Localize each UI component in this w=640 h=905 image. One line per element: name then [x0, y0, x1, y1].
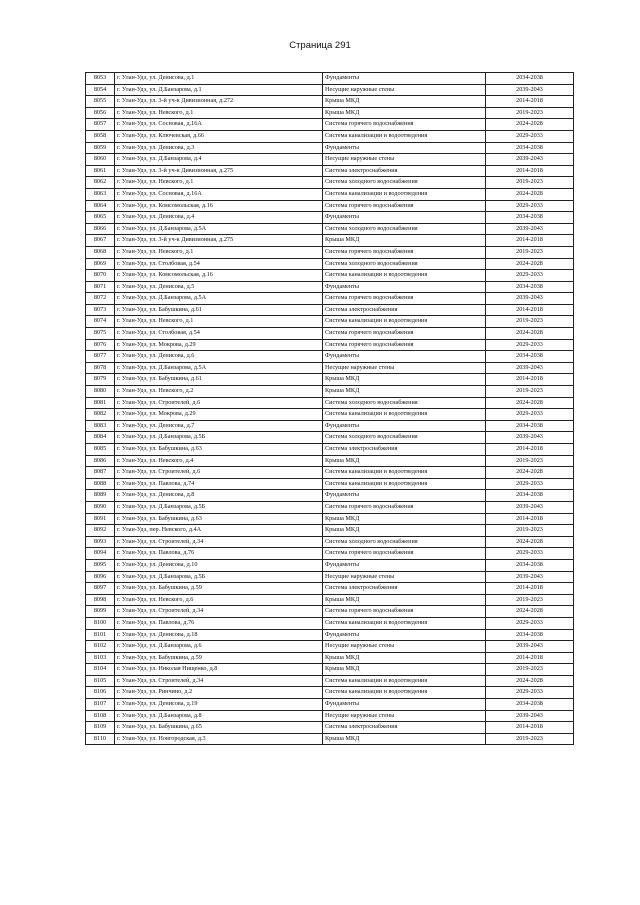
- work-type-cell: Система холодного водоснабжения: [323, 432, 486, 444]
- table-row: [86, 188, 574, 200]
- address-cell: г. Улан-Удэ, ул. Сосновая, д.16А: [115, 188, 323, 200]
- period-cell: 2039-2043: [486, 501, 574, 513]
- period-cell: 2014-2018: [486, 444, 574, 456]
- work-type-cell: Крыша МКД: [323, 652, 486, 664]
- period-cell: 2034-2038: [486, 351, 574, 363]
- row-number-cell: 8082: [86, 409, 115, 421]
- table-row: [86, 664, 574, 676]
- row-number-cell: 8072: [86, 293, 115, 305]
- address-cell: г. Улан-Удэ, ул. Строителей, д.6: [115, 397, 323, 409]
- period-cell: 2034-2038: [486, 490, 574, 502]
- table-row: [86, 362, 574, 374]
- table-row: [86, 304, 574, 316]
- period-cell: 2034-2038: [486, 73, 574, 85]
- address-cell: г. Улан-Удэ, ул. Мокрова, д.29: [115, 409, 323, 421]
- address-cell: г. Улан-Удэ, ул. Денисова, д.6: [115, 351, 323, 363]
- table-row: [86, 722, 574, 734]
- row-number-cell: 8075: [86, 328, 115, 340]
- address-cell: г. Улан-Удэ, ул. Денисова, д.7: [115, 420, 323, 432]
- row-number-cell: 8065: [86, 212, 115, 224]
- address-cell: г. Улан-Удэ, ул. 3-й уч-к Дивизионная, д.272: [115, 96, 323, 108]
- period-cell: 2034-2038: [486, 699, 574, 711]
- table-row: [86, 84, 574, 96]
- period-cell: 2024-2028: [486, 467, 574, 479]
- row-number-cell: 8106: [86, 687, 115, 699]
- row-number-cell: 8073: [86, 304, 115, 316]
- row-number-cell: 8057: [86, 119, 115, 131]
- work-type-cell: Система канализации и водоотведения: [323, 270, 486, 282]
- table-row: [86, 409, 574, 421]
- period-cell: 2024-2028: [486, 606, 574, 618]
- period-cell: 2019-2023: [486, 525, 574, 537]
- row-number-cell: 8080: [86, 386, 115, 398]
- table-row: [86, 96, 574, 108]
- row-number-cell: 8107: [86, 699, 115, 711]
- work-type-cell: Система электроснабжения: [323, 304, 486, 316]
- row-number-cell: 8085: [86, 444, 115, 456]
- row-number-cell: 8061: [86, 165, 115, 177]
- address-cell: г. Улан-Удэ, ул. Невского, д.6: [115, 594, 323, 606]
- address-cell: г. Улан-Удэ, ул. Комсомольская, д.16: [115, 270, 323, 282]
- row-number-cell: 8060: [86, 154, 115, 166]
- table-row: [86, 235, 574, 247]
- address-cell: г. Улан-Удэ, ул. Денисова, д.18: [115, 629, 323, 641]
- period-cell: 2029-2033: [486, 130, 574, 142]
- address-cell: г. Улан-Удэ, ул. Невского, д.1: [115, 246, 323, 258]
- row-number-cell: 8064: [86, 200, 115, 212]
- work-type-cell: Система холодного водоснабжения: [323, 177, 486, 189]
- row-number-cell: 8083: [86, 420, 115, 432]
- period-cell: 2039-2043: [486, 154, 574, 166]
- period-cell: 2034-2038: [486, 142, 574, 154]
- work-type-cell: Несущие наружные стены: [323, 571, 486, 583]
- row-number-cell: 8099: [86, 606, 115, 618]
- work-type-cell: Несущие наружные стены: [323, 710, 486, 722]
- address-cell: г. Улан-Удэ, ул. Ринчино, д.2: [115, 687, 323, 699]
- row-number-cell: 8108: [86, 710, 115, 722]
- table-row: [86, 687, 574, 699]
- table-row: [86, 107, 574, 119]
- address-cell: г. Улан-Удэ, ул. Бабушкина, д.63: [115, 444, 323, 456]
- work-type-cell: Фундаменты: [323, 281, 486, 293]
- row-number-cell: 8078: [86, 362, 115, 374]
- table-row: [86, 386, 574, 398]
- address-cell: г. Улан-Удэ, ул. Ключевская, д.66: [115, 130, 323, 142]
- table-row: [86, 699, 574, 711]
- table-row: [86, 548, 574, 560]
- address-cell: г. Улан-Удэ, ул. Д.Банзарова, д.1: [115, 84, 323, 96]
- period-cell: 2029-2033: [486, 617, 574, 629]
- work-type-cell: Фундаменты: [323, 212, 486, 224]
- address-cell: г. Улан-Удэ, ул. Денисова, д.3: [115, 142, 323, 154]
- period-cell: 2039-2043: [486, 84, 574, 96]
- work-type-cell: Система горячего водоснабжения: [323, 501, 486, 513]
- address-cell: г. Улан-Удэ, ул. 3-й уч-к Дивизионная, д.275: [115, 235, 323, 247]
- address-cell: г. Улан-Удэ, ул. Новгородская, д.3: [115, 733, 323, 745]
- period-cell: 2024-2028: [486, 536, 574, 548]
- work-type-cell: Система холодного водоснабжения: [323, 536, 486, 548]
- work-type-cell: Система горячего водоснабжения: [323, 339, 486, 351]
- work-type-cell: Фундаменты: [323, 699, 486, 711]
- period-cell: 2024-2028: [486, 258, 574, 270]
- work-type-cell: Система канализации и водоотведения: [323, 687, 486, 699]
- address-cell: г. Улан-Удэ, ул. Невского, д.1: [115, 107, 323, 119]
- work-type-cell: Фундаменты: [323, 73, 486, 85]
- page-title: Страница 291: [289, 40, 351, 51]
- address-cell: г. Улан-Удэ, ул. Д.Банзарова, д.5А: [115, 223, 323, 235]
- table-row: [86, 165, 574, 177]
- period-cell: 2014-2018: [486, 304, 574, 316]
- table-body: [86, 73, 574, 745]
- period-cell: 2019-2023: [486, 246, 574, 258]
- table-row: [86, 559, 574, 571]
- work-type-cell: Крыша МКД: [323, 455, 486, 467]
- work-type-cell: Система горячего водоснабжения: [323, 328, 486, 340]
- period-cell: 2014-2018: [486, 235, 574, 247]
- period-cell: 2029-2033: [486, 339, 574, 351]
- address-cell: г. Улан-Удэ, ул. Строителей, д.6: [115, 467, 323, 479]
- row-number-cell: 8104: [86, 664, 115, 676]
- work-type-cell: Система холодного водоснабжения: [323, 397, 486, 409]
- table-row: [86, 571, 574, 583]
- row-number-cell: 8067: [86, 235, 115, 247]
- period-cell: 2034-2038: [486, 559, 574, 571]
- period-cell: 2024-2028: [486, 328, 574, 340]
- address-cell: г. Улан-Удэ, ул. Д.Банзарова, д.5Б: [115, 571, 323, 583]
- row-number-cell: 8053: [86, 73, 115, 85]
- table-row: [86, 154, 574, 166]
- address-cell: г. Улан-Удэ, ул. Строителей, д.34: [115, 606, 323, 618]
- work-type-cell: Система горячего водоснабжения: [323, 246, 486, 258]
- row-number-cell: 8092: [86, 525, 115, 537]
- table-row: [86, 246, 574, 258]
- row-number-cell: 8071: [86, 281, 115, 293]
- row-number-cell: 8101: [86, 629, 115, 641]
- period-cell: 2014-2018: [486, 165, 574, 177]
- period-cell: 2019-2023: [486, 177, 574, 189]
- work-type-cell: Несущие наружные стены: [323, 154, 486, 166]
- address-cell: г. Улан-Удэ, ул. Д.Банзарова, д.6: [115, 641, 323, 653]
- work-type-cell: Крыша МКД: [323, 386, 486, 398]
- period-cell: 2019-2023: [486, 386, 574, 398]
- period-cell: 2039-2043: [486, 641, 574, 653]
- table-row: [86, 513, 574, 525]
- row-number-cell: 8086: [86, 455, 115, 467]
- capital-repair-table: [85, 72, 574, 745]
- work-type-cell: Система канализации и водоотведения: [323, 130, 486, 142]
- period-cell: 2019-2023: [486, 316, 574, 328]
- work-type-cell: Фундаменты: [323, 142, 486, 154]
- row-number-cell: 8096: [86, 571, 115, 583]
- period-cell: 2024-2028: [486, 397, 574, 409]
- row-number-cell: 8105: [86, 675, 115, 687]
- period-cell: 2014-2018: [486, 583, 574, 595]
- address-cell: г. Улан-Удэ, ул. Невского, д.4: [115, 455, 323, 467]
- address-cell: г. Улан-Удэ, ул. Д.Банзарова, д.5Б: [115, 432, 323, 444]
- table-row: [86, 270, 574, 282]
- row-number-cell: 8095: [86, 559, 115, 571]
- row-number-cell: 8069: [86, 258, 115, 270]
- table-row: [86, 710, 574, 722]
- period-cell: 2024-2028: [486, 675, 574, 687]
- row-number-cell: 8059: [86, 142, 115, 154]
- table-row: [86, 490, 574, 502]
- period-cell: 2014-2018: [486, 513, 574, 525]
- row-number-cell: 8076: [86, 339, 115, 351]
- address-cell: г. Улан-Удэ, ул. Столбовая, д.54: [115, 258, 323, 270]
- period-cell: 2024-2028: [486, 188, 574, 200]
- address-cell: г. Улан-Удэ, пер. Невского, д.4А: [115, 525, 323, 537]
- period-cell: 2039-2043: [486, 223, 574, 235]
- row-number-cell: 8100: [86, 617, 115, 629]
- address-cell: г. Улан-Удэ, ул. Бабушкина, д.61: [115, 304, 323, 316]
- row-number-cell: 8056: [86, 107, 115, 119]
- period-cell: 2039-2043: [486, 432, 574, 444]
- work-type-cell: Крыша МКД: [323, 513, 486, 525]
- table-row: [86, 629, 574, 641]
- period-cell: 2029-2033: [486, 687, 574, 699]
- work-type-cell: Фундаменты: [323, 351, 486, 363]
- row-number-cell: 8102: [86, 641, 115, 653]
- period-cell: 2024-2028: [486, 119, 574, 131]
- table-row: [86, 455, 574, 467]
- table-row: [86, 525, 574, 537]
- work-type-cell: Крыша МКД: [323, 594, 486, 606]
- period-cell: 2039-2043: [486, 293, 574, 305]
- address-cell: г. Улан-Удэ, ул. Бабушкина, д.63: [115, 513, 323, 525]
- period-cell: 2034-2038: [486, 629, 574, 641]
- row-number-cell: 8087: [86, 467, 115, 479]
- table-row: [86, 501, 574, 513]
- work-type-cell: Крыша МКД: [323, 235, 486, 247]
- table-row: [86, 536, 574, 548]
- period-cell: 2029-2033: [486, 409, 574, 421]
- work-type-cell: Несущие наружные стены: [323, 362, 486, 374]
- work-type-cell: Фундаменты: [323, 420, 486, 432]
- address-cell: г. Улан-Удэ, ул. Столбовая, д.54: [115, 328, 323, 340]
- period-cell: 2029-2033: [486, 200, 574, 212]
- work-type-cell: Крыша МКД: [323, 664, 486, 676]
- row-number-cell: 8094: [86, 548, 115, 560]
- table-row: [86, 641, 574, 653]
- address-cell: г. Улан-Удэ, ул. Бабушкина, д.65: [115, 722, 323, 734]
- table-row: [86, 374, 574, 386]
- address-cell: г. Улан-Удэ, ул. Д.Банзарова, д.5Б: [115, 501, 323, 513]
- address-cell: г. Улан-Удэ, ул. Строителей, д.34: [115, 675, 323, 687]
- address-cell: г. Улан-Удэ, ул. Невского, д.1: [115, 177, 323, 189]
- row-number-cell: 8068: [86, 246, 115, 258]
- work-type-cell: Система электроснабжения: [323, 583, 486, 595]
- table-row: [86, 316, 574, 328]
- work-type-cell: Крыша МКД: [323, 96, 486, 108]
- row-number-cell: 8063: [86, 188, 115, 200]
- row-number-cell: 8109: [86, 722, 115, 734]
- work-type-cell: Система канализации и водоотведения: [323, 316, 486, 328]
- table-row: [86, 119, 574, 131]
- work-type-cell: Крыша МКД: [323, 525, 486, 537]
- table-row: [86, 212, 574, 224]
- work-type-cell: Система электроснабжения: [323, 444, 486, 456]
- address-cell: г. Улан-Удэ, ул. Д.Банзарова, д.4: [115, 154, 323, 166]
- address-cell: г. Улан-Удэ, ул. Павлова, д.74: [115, 478, 323, 490]
- work-type-cell: Система канализации и водоотведения: [323, 188, 486, 200]
- row-number-cell: 8055: [86, 96, 115, 108]
- period-cell: 2034-2038: [486, 212, 574, 224]
- period-cell: 2014-2018: [486, 652, 574, 664]
- row-number-cell: 8077: [86, 351, 115, 363]
- row-number-cell: 8062: [86, 177, 115, 189]
- period-cell: 2034-2038: [486, 420, 574, 432]
- row-number-cell: 8093: [86, 536, 115, 548]
- table-row: [86, 73, 574, 85]
- work-type-cell: Фундаменты: [323, 629, 486, 641]
- work-type-cell: Крыша МКД: [323, 107, 486, 119]
- address-cell: г. Улан-Удэ, ул. Николая Нищенко, д.8: [115, 664, 323, 676]
- address-cell: г. Улан-Удэ, ул. Сосновая, д.16А: [115, 119, 323, 131]
- work-type-cell: Фундаменты: [323, 559, 486, 571]
- table-row: [86, 594, 574, 606]
- table-row: [86, 467, 574, 479]
- table-row: [86, 652, 574, 664]
- address-cell: г. Улан-Удэ, ул. Денисова, д.1: [115, 73, 323, 85]
- row-number-cell: 8074: [86, 316, 115, 328]
- table-row: [86, 339, 574, 351]
- table-row: [86, 200, 574, 212]
- address-cell: г. Улан-Удэ, ул. Невского, д.1: [115, 316, 323, 328]
- row-number-cell: 8066: [86, 223, 115, 235]
- work-type-cell: Система канализации и водоотведения: [323, 409, 486, 421]
- period-cell: 2039-2043: [486, 571, 574, 583]
- row-number-cell: 8084: [86, 432, 115, 444]
- row-number-cell: 8070: [86, 270, 115, 282]
- table-row: [86, 397, 574, 409]
- table-row: [86, 432, 574, 444]
- address-cell: г. Улан-Удэ, ул. Бабушкина, д.59: [115, 583, 323, 595]
- work-type-cell: Фундаменты: [323, 490, 486, 502]
- address-cell: г. Улан-Удэ, ул. Д.Банзарова, д.8: [115, 710, 323, 722]
- table-row: [86, 478, 574, 490]
- work-type-cell: Система электроснабжения: [323, 722, 486, 734]
- work-type-cell: Система горячего водоснабжения: [323, 119, 486, 131]
- address-cell: г. Улан-Удэ, ул. 3-й уч-к Дивизионная, д.275: [115, 165, 323, 177]
- address-cell: г. Улан-Удэ, ул. Д.Банзарова, д.5А: [115, 293, 323, 305]
- address-cell: г. Улан-Удэ, ул. Денисова, д.19: [115, 699, 323, 711]
- address-cell: г. Улан-Удэ, ул. Строителей, д.34: [115, 536, 323, 548]
- table-row: [86, 142, 574, 154]
- table-row: [86, 444, 574, 456]
- row-number-cell: 8098: [86, 594, 115, 606]
- period-cell: 2019-2023: [486, 594, 574, 606]
- period-cell: 2019-2023: [486, 455, 574, 467]
- address-cell: г. Улан-Удэ, ул. Д.Банзарова, д.5А: [115, 362, 323, 374]
- table-row: [86, 583, 574, 595]
- address-cell: г. Улан-Удэ, ул. Павлова, д.76: [115, 548, 323, 560]
- work-type-cell: Система горячего водоснабжения: [323, 200, 486, 212]
- row-number-cell: 8081: [86, 397, 115, 409]
- row-number-cell: 8079: [86, 374, 115, 386]
- table-row: [86, 328, 574, 340]
- address-cell: г. Улан-Удэ, ул. Денисова, д.10: [115, 559, 323, 571]
- period-cell: 2034-2038: [486, 281, 574, 293]
- period-cell: 2019-2023: [486, 664, 574, 676]
- work-type-cell: Несущие наружные стены: [323, 84, 486, 96]
- period-cell: 2014-2018: [486, 96, 574, 108]
- work-type-cell: Система горячего водоснабжения: [323, 293, 486, 305]
- table-row: [86, 675, 574, 687]
- address-cell: г. Улан-Удэ, ул. Комсомольская, д.16: [115, 200, 323, 212]
- table-row: [86, 617, 574, 629]
- work-type-cell: Система канализации и водоотведения: [323, 617, 486, 629]
- work-type-cell: Система канализации и водоотведения: [323, 478, 486, 490]
- table-row: [86, 258, 574, 270]
- period-cell: 2014-2018: [486, 374, 574, 386]
- table-row: [86, 606, 574, 618]
- row-number-cell: 8103: [86, 652, 115, 664]
- work-type-cell: Система горячего водоснабжения: [323, 606, 486, 618]
- row-number-cell: 8058: [86, 130, 115, 142]
- period-cell: 2014-2018: [486, 722, 574, 734]
- address-cell: г. Улан-Удэ, ул. Мокрова, д.29: [115, 339, 323, 351]
- work-type-cell: Система горячего водоснабжения: [323, 548, 486, 560]
- work-type-cell: Система холодного водоснабжения: [323, 258, 486, 270]
- table-row: [86, 733, 574, 745]
- address-cell: г. Улан-Удэ, ул. Бабушкина, д.61: [115, 374, 323, 386]
- period-cell: 2029-2033: [486, 478, 574, 490]
- work-type-cell: Система холодного водоснабжения: [323, 223, 486, 235]
- period-cell: 2019-2023: [486, 107, 574, 119]
- table-row: [86, 281, 574, 293]
- address-cell: г. Улан-Удэ, ул. Павлова, д.76: [115, 617, 323, 629]
- work-type-cell: Система канализации и водоотведения: [323, 675, 486, 687]
- table-row: [86, 351, 574, 363]
- address-cell: г. Улан-Удэ, ул. Денисова, д.5: [115, 281, 323, 293]
- row-number-cell: 8054: [86, 84, 115, 96]
- table-row: [86, 223, 574, 235]
- address-cell: г. Улан-Удэ, ул. Бабушкина, д.59: [115, 652, 323, 664]
- table-row: [86, 177, 574, 189]
- work-type-cell: Несущие наружные стены: [323, 641, 486, 653]
- row-number-cell: 8088: [86, 478, 115, 490]
- work-type-cell: Система канализации и водоотведения: [323, 467, 486, 479]
- table-row: [86, 420, 574, 432]
- address-cell: г. Улан-Удэ, ул. Денисова, д.4: [115, 212, 323, 224]
- table-row: [86, 130, 574, 142]
- row-number-cell: 8090: [86, 501, 115, 513]
- period-cell: 2029-2033: [486, 548, 574, 560]
- period-cell: 2039-2043: [486, 362, 574, 374]
- table-row: [86, 293, 574, 305]
- period-cell: 2019-2023: [486, 733, 574, 745]
- work-type-cell: Крыша МКД: [323, 374, 486, 386]
- row-number-cell: 8097: [86, 583, 115, 595]
- period-cell: 2029-2033: [486, 270, 574, 282]
- period-cell: 2039-2043: [486, 710, 574, 722]
- address-cell: г. Улан-Удэ, ул. Денисова, д.8: [115, 490, 323, 502]
- work-type-cell: Система электроснабжения: [323, 165, 486, 177]
- address-cell: г. Улан-Удэ, ул. Невского, д.2: [115, 386, 323, 398]
- row-number-cell: 8091: [86, 513, 115, 525]
- row-number-cell: 8089: [86, 490, 115, 502]
- row-number-cell: 8110: [86, 733, 115, 745]
- work-type-cell: Крыша МКД: [323, 733, 486, 745]
